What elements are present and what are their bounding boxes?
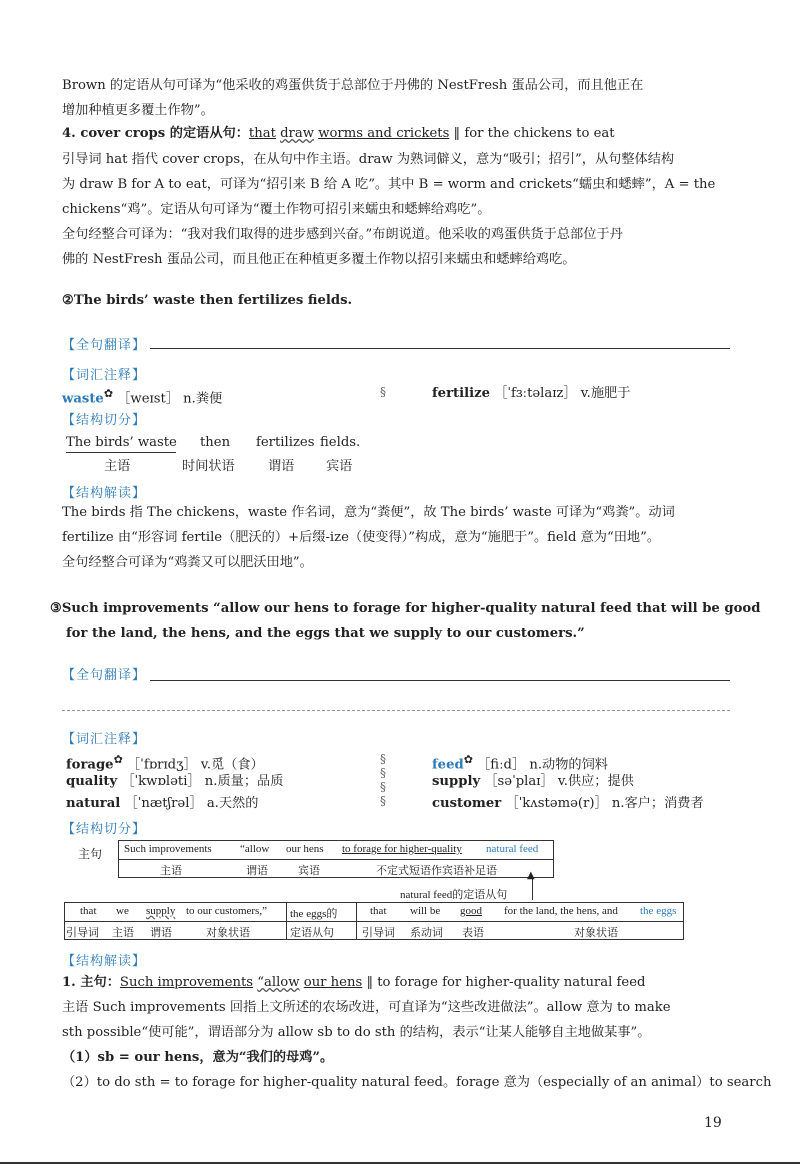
row2-word-5: the eggs的	[290, 908, 338, 920]
row2-role-1: 引导词	[66, 927, 99, 939]
vocab-fert-def: ［ˈfɜːtəlaɪz］ v.施肥于	[494, 386, 631, 401]
row2-role-4: 对象状语	[206, 927, 250, 939]
vocab-quality-def: ［ˈkwɒləti］ n.质量；品质	[121, 774, 284, 789]
split-role-1: 主语	[104, 459, 131, 474]
point1-allow: “allow	[257, 975, 300, 990]
row2-word-2: we	[116, 905, 129, 917]
vocab-quality-word: quality	[66, 774, 118, 789]
sentence3-split-label: 【结构切分】	[62, 822, 147, 837]
item-2: （2）to do sth = to forage for higher-quality natural feed。forage 意为（especially of an animal）to search	[62, 1075, 772, 1090]
section4-full-2: 佛的 NestFresh 蛋品公司，而且他正在种植更多覆土作物以招引来蠕虫和蟋蟀给鸡吃。	[62, 252, 576, 267]
footer-rule	[0, 1162, 800, 1164]
vocab-waste	[62, 381, 222, 412]
star-icon: ✿	[463, 753, 473, 766]
section4-heading-prefix: 4. cover crops 的定语从句：	[62, 126, 249, 141]
row2-role-2: 主语	[112, 927, 134, 939]
clause-worms: worms and crickets	[318, 126, 450, 141]
sentence3-title-2: for the land, the hens, and the eggs that we supply to our customers.”	[66, 626, 585, 641]
vocab-customer	[432, 791, 704, 817]
point1-line-1: 主语 Such improvements 回指上文所述的农场改进，可直译为“这些改进做法”。allow 意为 to make	[62, 1000, 671, 1015]
sentence2-explain-label: 【结构解读】	[62, 486, 147, 501]
main-clause-label: 主句	[78, 847, 103, 861]
split-role-2: 时间状语	[182, 459, 235, 474]
row2-word-4: to our customers,”	[186, 905, 267, 917]
divider-icon: §	[380, 385, 386, 399]
sentence2-vocab-label: 【词汇注释】	[62, 368, 147, 383]
attr-clause-label: natural feed的定语从句	[400, 889, 508, 901]
vocab-natural-word: natural	[66, 796, 121, 811]
row2-word-10: the eggs	[640, 905, 677, 917]
section4-line-3: chickens“鸡”。定语从句可译为“覆土作物可招引来蠕虫和蟋蟀给鸡吃”。	[62, 202, 491, 217]
sentence3-answer-line[interactable]	[150, 680, 730, 681]
row1-role-4: 不定式短语作宾语补足语	[376, 865, 497, 877]
row2-word-6: that	[370, 905, 387, 917]
row1-word-5: natural feed	[486, 843, 539, 855]
arrow-line	[532, 878, 533, 900]
arrow-up-icon: ▲	[527, 870, 535, 881]
vocab-fertilize	[432, 381, 630, 407]
sentence2-explain-1: The birds 指 The chickens，waste 作名词，意为“粪便”，故 The birds’ waste 可译为“鸡粪”。动词	[62, 505, 675, 520]
split-word-3: fertilizes	[256, 435, 315, 450]
split-word-4: fields.	[320, 435, 361, 450]
row1-role-2: 谓语	[246, 865, 268, 877]
sentence2-title: ②The birds’ waste then fertilizes fields.	[62, 293, 353, 308]
row1-word-1: Such improvements	[124, 843, 212, 855]
row2-role-7: 系动词	[410, 927, 443, 939]
sentence2-answer-line[interactable]	[150, 348, 730, 349]
section4-heading	[62, 121, 615, 147]
point1-prefix: 1. 主句：	[62, 975, 120, 990]
item-1: （1）sb = our hens，意为“我们的母鸡”。	[62, 1050, 334, 1065]
intro-line-1: Brown 的定语从句可译为“他采收的鸡蛋供货于总部位于丹佛的 NestFresh 蛋品公司，而且他正在	[62, 78, 644, 93]
vocab-waste-def: ［weɪst］ n.粪便	[117, 391, 223, 407]
row2-sep-1	[286, 902, 287, 940]
vocab-forage-def: ［ˈfɒrɪdʒ］ v.觅（食）	[127, 757, 264, 773]
row2-role-9: 对象状语	[574, 927, 618, 939]
row2-role-3: 谓语	[150, 927, 172, 939]
row1-role-3: 宾语	[298, 865, 320, 877]
vocab-feed-def: ［fiːd］ n.动物的饲料	[477, 757, 608, 773]
divider-icon: § § § §	[380, 752, 386, 808]
row2-word-8: good	[460, 905, 482, 917]
vocab-supply-def: ［səˈplaɪ］ v.供应；提供	[484, 774, 634, 789]
split-word-2: then	[200, 435, 231, 450]
row1-role-1: 主语	[160, 865, 182, 877]
vocab-natural-def: ［ˈnætʃrəl］ a.天然的	[124, 796, 259, 811]
point1-rest: ‖ to forage for higher-quality natural feed	[362, 975, 646, 990]
split-role-3: 谓语	[268, 459, 295, 474]
row2-word-3: supply	[146, 905, 176, 917]
intro-line-2: 增加种植更多覆土作物”。	[62, 103, 214, 118]
clause-rest: ‖ for the chickens to eat	[449, 126, 615, 141]
point1-hens: our hens	[303, 975, 363, 990]
star-icon: ✿	[113, 753, 123, 766]
vocab-supply-word: supply	[432, 774, 481, 789]
point1-heading	[62, 970, 645, 996]
split-word-1: The birds’ waste	[66, 435, 177, 450]
split-underline	[66, 452, 176, 453]
row2-role-8: 表语	[462, 927, 484, 939]
vocab-forage-word: forage	[66, 757, 114, 773]
vocab-fert-word: fertilize	[432, 386, 491, 401]
section4-line-2: 为 draw B for A to eat，可译为“招引来 B 给 A 吃”。其中 B = worm and crickets“蠕虫和蟋蟀”，A = the	[62, 177, 716, 192]
clause-that: that	[248, 126, 276, 141]
vocab-customer-def: ［ˈkʌstəmə(r)］ n.客户；消费者	[505, 796, 704, 811]
vocab-customer-word: customer	[432, 796, 502, 811]
star-icon: ✿	[103, 387, 114, 400]
row2-sep-2	[356, 902, 357, 940]
row2-word-7: will be	[410, 905, 441, 917]
row1-word-2: “allow	[240, 843, 270, 855]
split-role-4: 宾语	[326, 459, 353, 474]
sentence3-explain-label: 【结构解读】	[62, 954, 147, 969]
row2-role-6: 引导词	[362, 927, 395, 939]
row2-word-1: that	[80, 905, 97, 917]
row1-word-3: our hens	[286, 843, 324, 855]
row1-word-4: to forage for higher-quality	[342, 843, 462, 855]
sentence3-vocab-label: 【词汇注释】	[62, 732, 147, 747]
sentence2-explain-3: 全句经整合可译为“鸡粪又可以肥沃田地”。	[62, 555, 313, 570]
vocab-waste-word: waste	[62, 391, 104, 407]
vocab-feed-word: feed	[432, 757, 464, 773]
sentence3-answer-line-2[interactable]	[62, 710, 730, 711]
row2-word-9: for the land, the hens, and	[504, 905, 618, 917]
sentence2-explain-2: fertilize 由“形容词 fertile（肥沃的）+后缀-ize（使变得）”构成，意为“施肥于”。field 意为“田地”。	[62, 530, 661, 545]
row2-divider	[64, 921, 684, 922]
point1-line-2: sth possible“使可能”，谓语部分为 allow sb to do sth 的结构，表示“让某人能够自主地做某事”。	[62, 1025, 651, 1040]
page-number: 19	[704, 1115, 722, 1131]
vocab-natural	[66, 791, 258, 817]
point1-subject: Such improvements	[119, 975, 254, 990]
sentence2-translate-label: 【全句翻译】	[62, 338, 147, 353]
clause-draw: draw	[280, 126, 314, 141]
sentence3-translate-label: 【全句翻译】	[62, 668, 147, 683]
section4-line-1: 引导词 hat 指代 cover crops，在从句中作主语。draw 为熟词僻义，意为“吸引；招引”，从句整体结构	[62, 152, 675, 167]
main-box-divider	[118, 859, 554, 860]
row2-role-5: 定语从句	[290, 927, 334, 939]
sentence2-split-label: 【结构切分】	[62, 413, 147, 428]
section4-full-1: 全句经整合可译为：“我对我们取得的进步感到兴奋。”布朗说道。他采收的鸡蛋供货于总部位于丹	[62, 227, 623, 242]
sentence3-title-1: ③Such improvements “allow our hens to forage for higher-quality natural feed that will be good	[50, 601, 761, 616]
